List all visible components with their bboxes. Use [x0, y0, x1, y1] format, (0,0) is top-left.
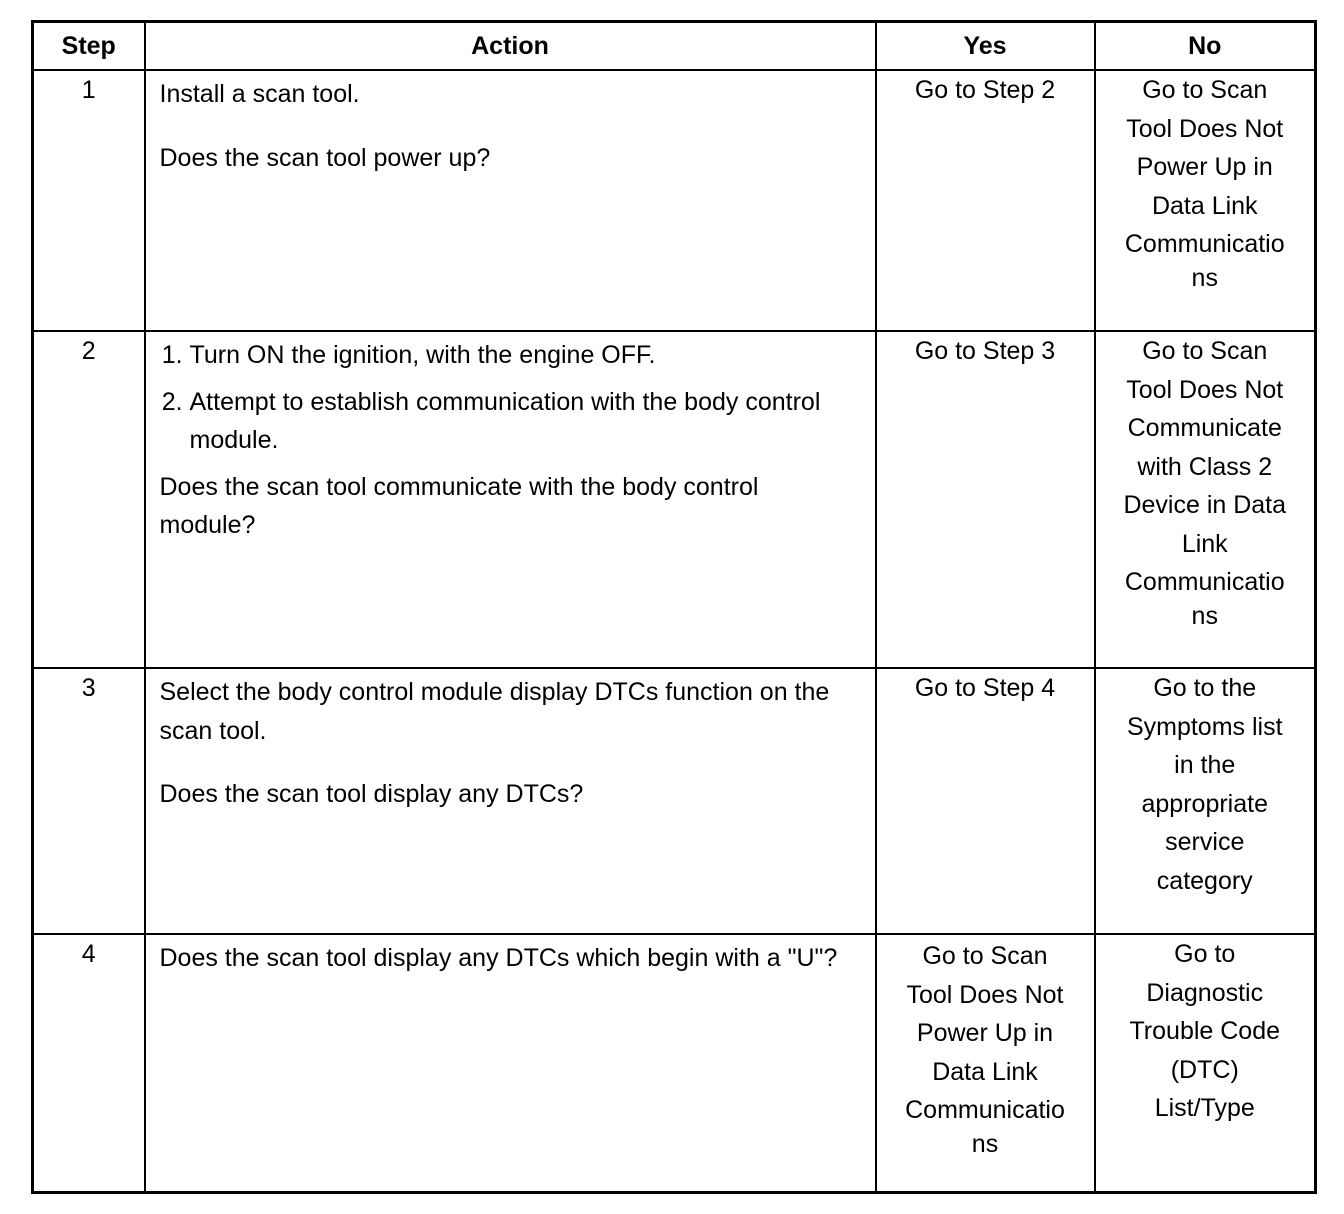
- action-cell: [145, 331, 876, 668]
- action-question: Does the scan tool communicate with the body control module?: [159, 472, 759, 539]
- no-line: Diagnostic: [1146, 978, 1264, 1007]
- yes-cell: [876, 934, 1095, 1192]
- action-list-item: 2. Attempt to establish communication with the body control module.: [190, 383, 861, 460]
- no-line: Go to Scan: [1142, 337, 1268, 365]
- no-cell: [1095, 668, 1316, 934]
- no-line: category: [1156, 866, 1253, 895]
- header-step: Step: [33, 22, 145, 71]
- no-line: Trouble Code: [1129, 1017, 1281, 1045]
- no-line: Go to: [1174, 940, 1236, 968]
- action-text: Select the body control module display DTCs function on the scan tool.: [159, 678, 830, 745]
- step-number: 3: [33, 668, 145, 934]
- no-line: appropriate: [1141, 789, 1268, 818]
- no-line: Communicate: [1127, 414, 1282, 442]
- no-line: Data Link: [1151, 191, 1258, 220]
- yes-cell: Go to Step 4: [876, 668, 1095, 934]
- table-row: [33, 331, 1316, 668]
- action-question: Does the scan tool display any DTCs which begin with a "U"?: [159, 944, 838, 972]
- step-number: 4: [33, 934, 145, 1192]
- header-yes: Yes: [876, 22, 1095, 71]
- no-line: Go to Scan: [1142, 76, 1268, 104]
- no-line: Tool Does Not: [1126, 375, 1284, 404]
- no-cell: [1095, 331, 1316, 668]
- no-cell: [1095, 70, 1316, 331]
- action-text: Install a scan tool.: [159, 80, 360, 108]
- no-line: Link: [1181, 529, 1228, 558]
- no-cell: [1095, 934, 1316, 1192]
- no-line: (DTC): [1170, 1055, 1239, 1084]
- action-cell: [145, 668, 876, 934]
- action-question: Does the scan tool display any DTCs?: [159, 780, 584, 808]
- yes-line: Communicatio: [905, 1096, 1065, 1124]
- action-list: [160, 336, 861, 460]
- no-line: Communicatio: [1124, 568, 1285, 596]
- header-action: Action: [145, 22, 876, 71]
- step-number: 1: [33, 70, 145, 331]
- step-number: 2: [33, 331, 145, 668]
- no-line: List/Type: [1154, 1094, 1255, 1122]
- no-line: service: [1165, 828, 1245, 856]
- no-line: with Class 2: [1137, 452, 1273, 481]
- yes-cell: Go to Step 2: [876, 70, 1095, 331]
- yes-line: Power Up in: [916, 1019, 1054, 1047]
- table-row: [33, 668, 1316, 934]
- table-row: [33, 934, 1316, 1192]
- no-line: Symptoms list: [1126, 712, 1283, 741]
- header-row: [33, 22, 1316, 71]
- yes-line: Tool Does Not: [906, 980, 1064, 1009]
- no-line: in the: [1174, 751, 1236, 779]
- action-question: Does the scan tool power up?: [159, 143, 491, 172]
- yes-line: Data Link: [932, 1057, 1038, 1086]
- table-row: [33, 70, 1316, 331]
- no-line: ns: [1191, 263, 1218, 292]
- yes-line: Go to Scan: [922, 942, 1048, 970]
- no-line: ns: [1191, 601, 1218, 630]
- header-no: No: [1095, 22, 1316, 71]
- no-line: Power Up in: [1136, 153, 1273, 181]
- no-line: Go to the: [1153, 674, 1257, 702]
- diagnostic-table: [31, 20, 1317, 1194]
- no-line: Device in Data: [1123, 491, 1287, 519]
- yes-line: ns: [971, 1129, 999, 1158]
- action-cell: [145, 934, 876, 1192]
- action-cell: [145, 70, 876, 331]
- action-list-item: 1. Turn ON the ignition, with the engine OFF.: [190, 336, 861, 375]
- yes-cell: Go to Step 3: [876, 331, 1095, 668]
- no-line: Communicatio: [1124, 230, 1285, 258]
- no-line: Tool Does Not: [1126, 114, 1284, 143]
